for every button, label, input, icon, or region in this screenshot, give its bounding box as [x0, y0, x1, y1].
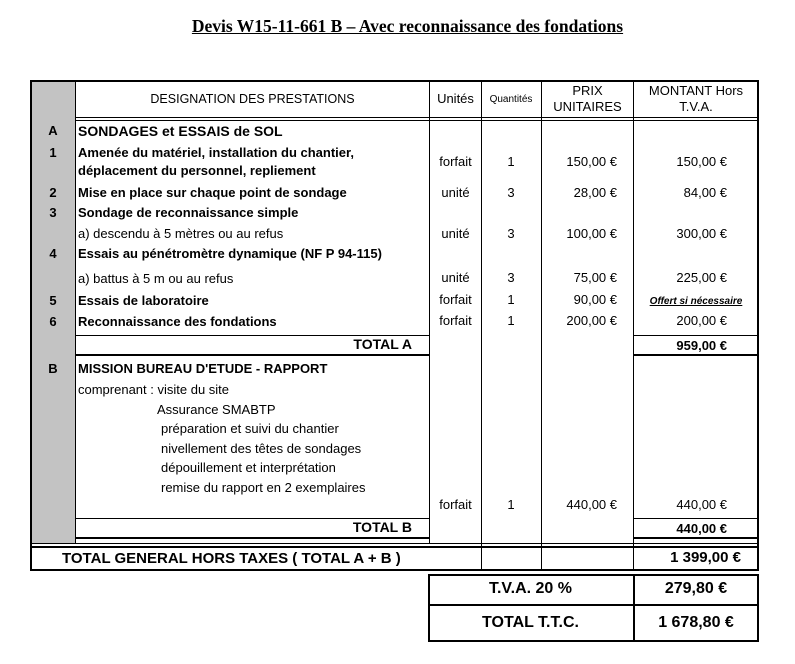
item-quantity: 3 [507, 226, 515, 241]
section-detail: Assurance SMABTP [157, 402, 276, 417]
item-unit: unité [441, 226, 470, 241]
table-right-rule [757, 80, 759, 571]
document-title: Devis W15-11-661 B – Avec reconnaissance des fondations [191, 16, 624, 36]
header-units: Unités [437, 91, 474, 106]
item-unit-price: 100,00 € [566, 226, 617, 241]
section-detail: nivellement des têtes de sondages [161, 441, 362, 456]
total-a-rule [633, 335, 759, 336]
item-label: Essais de laboratoire [78, 293, 209, 308]
subtotal-label: TOTAL B [352, 519, 412, 535]
item-unit-price: 75,00 € [573, 270, 617, 285]
table-top-rule [30, 80, 759, 82]
item-number: 5 [49, 293, 57, 308]
item-unit-price: 90,00 € [573, 292, 617, 307]
item-label: déplacement du personnel, repliement [78, 163, 316, 178]
item-unit-price: 200,00 € [566, 313, 617, 328]
item-label: Reconnaissance des fondations [78, 314, 277, 329]
section-title: SONDAGES et ESSAIS de SOL [78, 123, 283, 139]
total-a-rule [633, 354, 759, 356]
header-amount: MONTANT Hors [648, 83, 744, 98]
total-b-rule [633, 537, 759, 539]
vat-amount: 279,80 € [664, 580, 728, 597]
item-amount: 225,00 € [676, 270, 727, 285]
subtotal-amount: 440,00 € [676, 521, 727, 536]
section-detail: remise du rapport en 2 exemplaires [161, 480, 366, 495]
subtotal-label: TOTAL A [353, 336, 412, 352]
vat-ttc-divider [428, 604, 759, 606]
table-bottom-rule [30, 569, 759, 571]
section-detail: dépouillement et interprétation [161, 460, 336, 475]
item-unit: forfait [439, 313, 472, 328]
header-unit-price: PRIX [572, 83, 603, 98]
grand-total-label: TOTAL GENERAL HORS TAXES ( TOTAL A + B ) [62, 550, 401, 567]
item-amount: 84,00 € [683, 185, 727, 200]
header-quantities: Quantités [489, 94, 533, 105]
section-intro: comprenant : visite du site [78, 382, 230, 397]
item-number: 4 [49, 246, 57, 261]
subtotal-amount: 959,00 € [676, 338, 727, 353]
header-bottom-rule [75, 117, 759, 118]
item-unit: forfait [439, 292, 472, 307]
item-number: 2 [49, 185, 57, 200]
header-bottom-rule [75, 120, 759, 121]
item-label: Amenée du matériel, installation du chantier, [78, 145, 354, 160]
item-quantity: 3 [507, 185, 515, 200]
total-b-rule [75, 537, 430, 539]
vat-label: T.V.A. 20 % [488, 580, 572, 597]
header-unit-price: UNITAIRES [553, 99, 622, 114]
item-amount-note: Offert si nécessaire [649, 296, 743, 307]
item-sub-label: a) descendu à 5 mètres ou au refus [78, 226, 284, 241]
item-quantity: 3 [507, 270, 515, 285]
header-amount: T.V.A. [679, 99, 713, 114]
item-number: 1 [49, 145, 57, 160]
item-number: 6 [49, 314, 57, 329]
item-number: 3 [49, 205, 57, 220]
item-unit: forfait [439, 497, 472, 512]
grand-total-amount: 1 399,00 € [670, 549, 741, 566]
item-amount: 200,00 € [676, 313, 727, 328]
item-quantity: 1 [507, 313, 515, 328]
section-title: MISSION BUREAU D'ETUDE - RAPPORT [78, 361, 328, 376]
item-quantity: 1 [507, 154, 515, 169]
item-label: Essais au pénétromètre dynamique (NF P 94-115) [78, 246, 382, 261]
item-amount: 150,00 € [676, 154, 727, 169]
item-unit-price: 150,00 € [566, 154, 617, 169]
item-quantity: 1 [507, 292, 515, 307]
item-unit: unité [441, 270, 470, 285]
grand-total-rule [30, 543, 759, 544]
item-amount: 440,00 € [676, 497, 727, 512]
header-designation: DESIGNATION DES PRESTATIONS [150, 92, 355, 106]
item-unit: unité [441, 185, 470, 200]
section-detail: préparation et suivi du chantier [161, 421, 339, 436]
item-label: Sondage de reconnaissance simple [78, 205, 299, 220]
item-quantity: 1 [507, 497, 515, 512]
section-code: B [48, 361, 58, 376]
item-unit-price: 28,00 € [573, 185, 617, 200]
grand-total-rule [30, 546, 759, 548]
code-column-rule [75, 82, 76, 544]
item-unit-price: 440,00 € [566, 497, 617, 512]
item-sub-label: a) battus à 5 m ou au refus [78, 271, 234, 286]
item-label: Mise en place sur chaque point de sondage [78, 185, 347, 200]
item-amount: 300,00 € [676, 226, 727, 241]
ttc-amount: 1 678,80 € [658, 614, 734, 631]
item-unit: forfait [439, 154, 472, 169]
total-a-rule [75, 354, 430, 356]
ttc-label: TOTAL T.T.C. [482, 614, 579, 631]
total-b-rule [633, 518, 759, 519]
section-code: A [48, 123, 58, 138]
